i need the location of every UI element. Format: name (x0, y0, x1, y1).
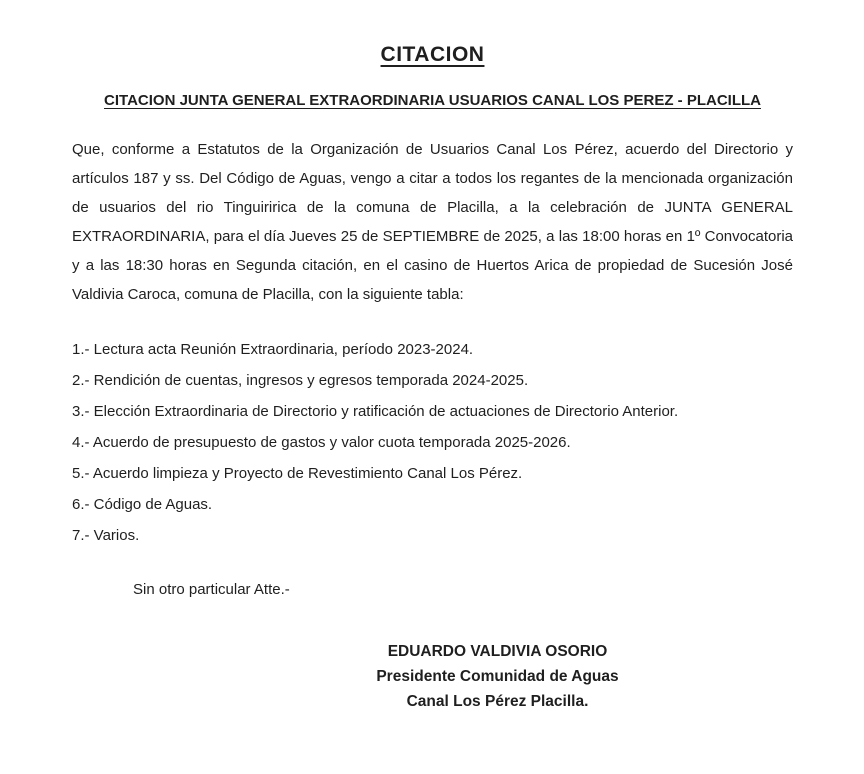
agenda-item-7: 7.- Varios. (72, 527, 140, 544)
agenda-item-6: 6.- Código de Aguas. (72, 496, 213, 513)
agenda-item-2: 2.- Rendición de cuentas, ingresos y egresos temporada 2024-2025. (72, 372, 529, 389)
signature-organization: Canal Los Pérez Placilla. (406, 693, 589, 710)
signature-role: Presidente Comunidad de Aguas (376, 668, 619, 685)
closing-line: Sin otro particular Atte.- (133, 581, 290, 598)
agenda-item-5: 5.- Acuerdo limpieza y Proyecto de Revestimiento Canal Los Pérez. (72, 465, 523, 482)
signature-block (72, 639, 793, 714)
document-title: CITACION (380, 43, 485, 66)
agenda-item-3: 3.- Elección Extraordinaria de Directorio y ratificación de actuaciones de Directorio Anterior. (72, 403, 679, 420)
agenda-list (72, 334, 793, 551)
body-paragraph: Que, conforme a Estatutos de la Organización de Usuarios Canal Los Pérez, acuerdo del Directorio y artículos 187 y ss. Del Código de Aguas, vengo a citar a todos los regantes de la mencionada organización de usuarios del rio Tinguiririca de la comuna de Placilla, a la celebración de JUNTA GENERAL EXTRAORDINARIA, para el día Jueves 25 de SEPTIEMBRE de 2025, a las 18:00 horas en 1º Convocatoria y a las 18:30 horas en Segunda citación, en el casino de Huertos Arica de propiedad de Sucesión José Valdivia Caroca, comuna de Placilla, con la siguiente tabla: (72, 141, 793, 303)
agenda-item-4: 4.- Acuerdo de presupuesto de gastos y valor cuota temporada 2025-2026. (72, 434, 571, 451)
signature-name: EDUARDO VALDIVIA OSORIO (387, 643, 608, 660)
document-subtitle: CITACION JUNTA GENERAL EXTRAORDINARIA USUARIOS CANAL LOS PEREZ - PLACILLA (104, 92, 761, 109)
agenda-item-1: 1.- Lectura acta Reunión Extraordinaria, período 2023-2024. (72, 341, 474, 358)
